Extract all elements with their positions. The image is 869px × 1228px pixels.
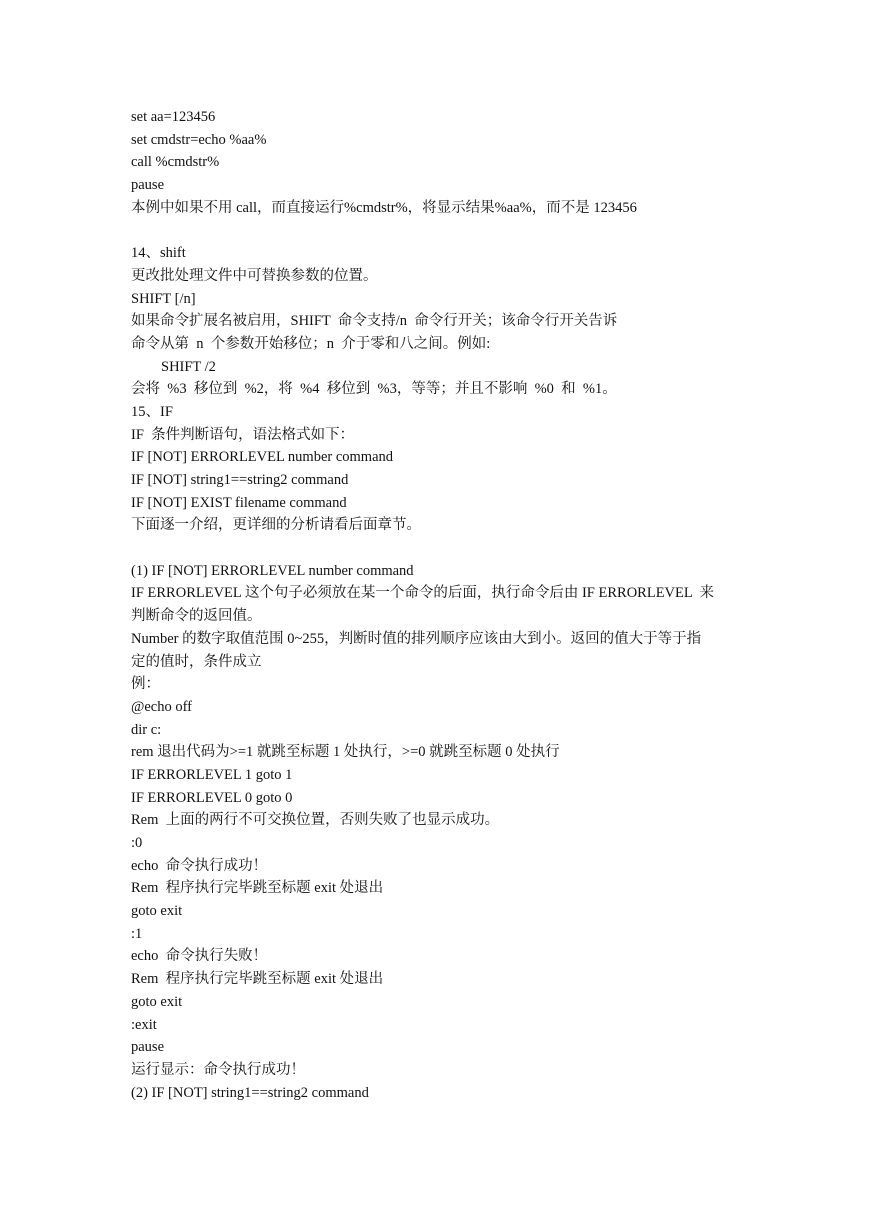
- code-line: :exit: [131, 1016, 157, 1033]
- text-line: 下面逐一介绍，更详细的分析请看后面章节。: [131, 517, 421, 534]
- code-line: :0: [131, 835, 143, 851]
- text-line: 更改批处理文件中可替换参数的位置。: [131, 267, 378, 284]
- code-line: @echo off: [131, 698, 192, 715]
- blank-line: [131, 219, 751, 242]
- blank-line: [131, 537, 751, 560]
- code-line: echo 命令执行成功！: [131, 857, 268, 874]
- code-line: dir c:: [131, 721, 162, 738]
- text-line: IF ERRORLEVEL 这个句子必须放在某一个命令的后面，执行命令后由 IF ERRORLEVEL 来: [131, 585, 714, 602]
- text-line: set cmdstr=echo %aa%: [131, 131, 267, 148]
- code-line: echo 命令执行失败！: [131, 948, 268, 965]
- text-line: 判断命令的返回值。: [131, 608, 262, 625]
- text-line: 定的值时，条件成立: [131, 653, 262, 670]
- text-line: IF [NOT] EXIST filename command: [131, 494, 347, 511]
- text-line: 运行显示：命令执行成功！: [131, 1061, 305, 1078]
- text-line: set aa=123456: [131, 109, 216, 125]
- code-line: Rem 上面的两行不可交换位置，否则失败了也显示成功。: [131, 812, 500, 829]
- text-line: pause: [131, 177, 165, 194]
- text-line: 例：: [131, 676, 160, 693]
- code-line: goto exit: [131, 903, 183, 920]
- text-line: 本例中如果不用 call，而直接运行%cmdstr%，将显示结果%aa%，而不是 123456: [131, 199, 637, 216]
- section-heading-if: 15、IF: [131, 403, 173, 420]
- text-line: SHIFT [/n]: [131, 290, 196, 307]
- text-line: 命令从第 n 个参数开始移位；n 介于零和八之间。例如:: [131, 335, 491, 352]
- code-line: pause: [131, 1039, 165, 1056]
- text-line: IF [NOT] string1==string2 command: [131, 472, 349, 488]
- document-page: [131, 106, 751, 1104]
- text-line: Number 的数字取值范围 0~255，判断时值的排列顺序应该由大到小。返回的值大于等于指: [131, 630, 702, 647]
- text-line: 会将 %3 移位到 %2，将 %4 移位到 %3，等等；并且不影响 %0 和 %1。: [131, 381, 617, 398]
- text-line: 如果命令扩展名被启用，SHIFT 命令支持/n 命令行开关；该命令行开关告诉: [131, 313, 618, 330]
- code-line: :1: [131, 925, 143, 942]
- subsection-heading-2: (2) IF [NOT] string1==string2 command: [131, 1084, 369, 1101]
- text-line: call %cmdstr%: [131, 154, 220, 171]
- text-line: IF 条件判断语句，语法格式如下：: [131, 426, 355, 443]
- code-line: rem 退出代码为>=1 就跳至标题 1 处执行，>=0 就跳至标题 0 处执行: [131, 744, 560, 761]
- code-line: IF ERRORLEVEL 1 goto 1: [131, 766, 293, 783]
- code-line: Rem 程序执行完毕跳至标题 exit 处退出: [131, 971, 384, 988]
- code-line: goto exit: [131, 993, 183, 1010]
- code-line-indented: SHIFT /2: [161, 358, 216, 375]
- section-heading-shift: 14、shift: [131, 245, 186, 262]
- subsection-heading-1: (1) IF [NOT] ERRORLEVEL number command: [131, 562, 414, 579]
- text-line: IF [NOT] ERRORLEVEL number command: [131, 449, 394, 466]
- code-line: IF ERRORLEVEL 0 goto 0: [131, 789, 293, 806]
- code-line: Rem 程序执行完毕跳至标题 exit 处退出: [131, 880, 384, 897]
